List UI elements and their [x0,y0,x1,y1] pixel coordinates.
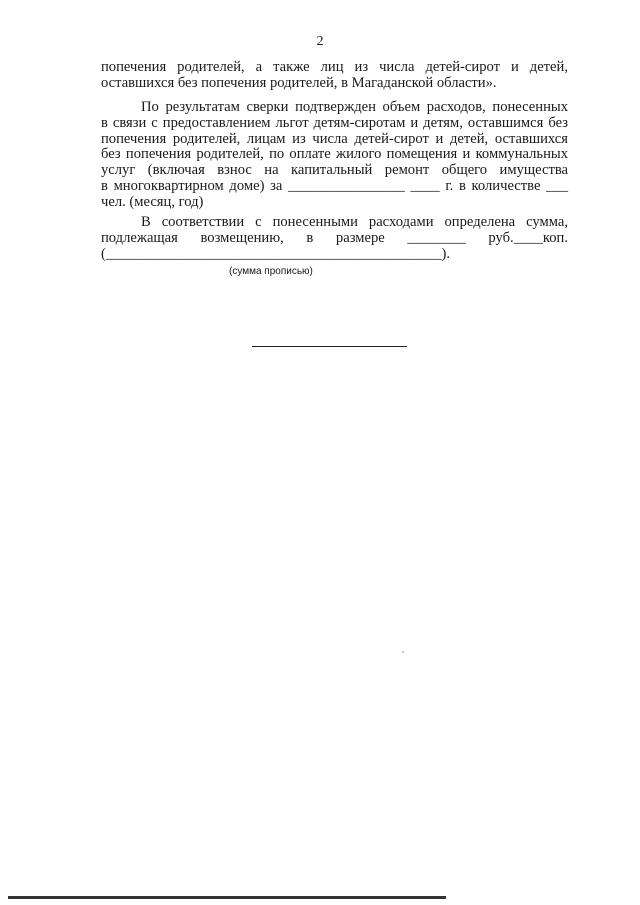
paragraph-line: в многоквартирном доме) за ________________ ____ г. в количестве ___ [101,177,568,194]
paragraph-line: По результатам сверки подтвержден объем расходов, понесенных [141,99,568,115]
paragraph-line: подлежащая возмещению, в размере ________ руб.____коп. [101,229,568,246]
paragraph-line: услуг (включая взнос на капитальный ремонт общего имущества [101,162,568,179]
paragraph-continuation [101,60,568,92]
paragraph-reconciliation [101,100,568,211]
paragraph-line: без попечения родителей, по оплате жилого помещения и коммунальных [101,146,568,163]
end-of-document-rule [252,346,407,347]
paragraph-line: оставшихся без попечения родителей, в Магаданской области». [101,74,497,91]
page-number: 2 [316,34,324,49]
paragraph-line: В соответствии с понесенными расходами определена сумма, [141,214,568,230]
paragraph-line: чел. (месяц, год) [101,193,204,210]
paragraph-line: (______________________________________________). [101,245,451,262]
paragraph-reimbursement [101,215,568,262]
paragraph-line: попечения родителей, лицам из числа детей-сирот и детей, оставшихся [101,130,568,147]
bottom-edge-rule [8,896,446,899]
scan-speck [402,651,404,653]
paragraph-line: в связи с предоставлением льгот детям-сиротам и детям, оставшимся без [101,114,568,131]
amount-in-words-caption: (сумма прописью) [229,266,313,277]
paragraph-line: попечения родителей, а также лиц из числа детей-сирот и детей, [101,59,568,75]
